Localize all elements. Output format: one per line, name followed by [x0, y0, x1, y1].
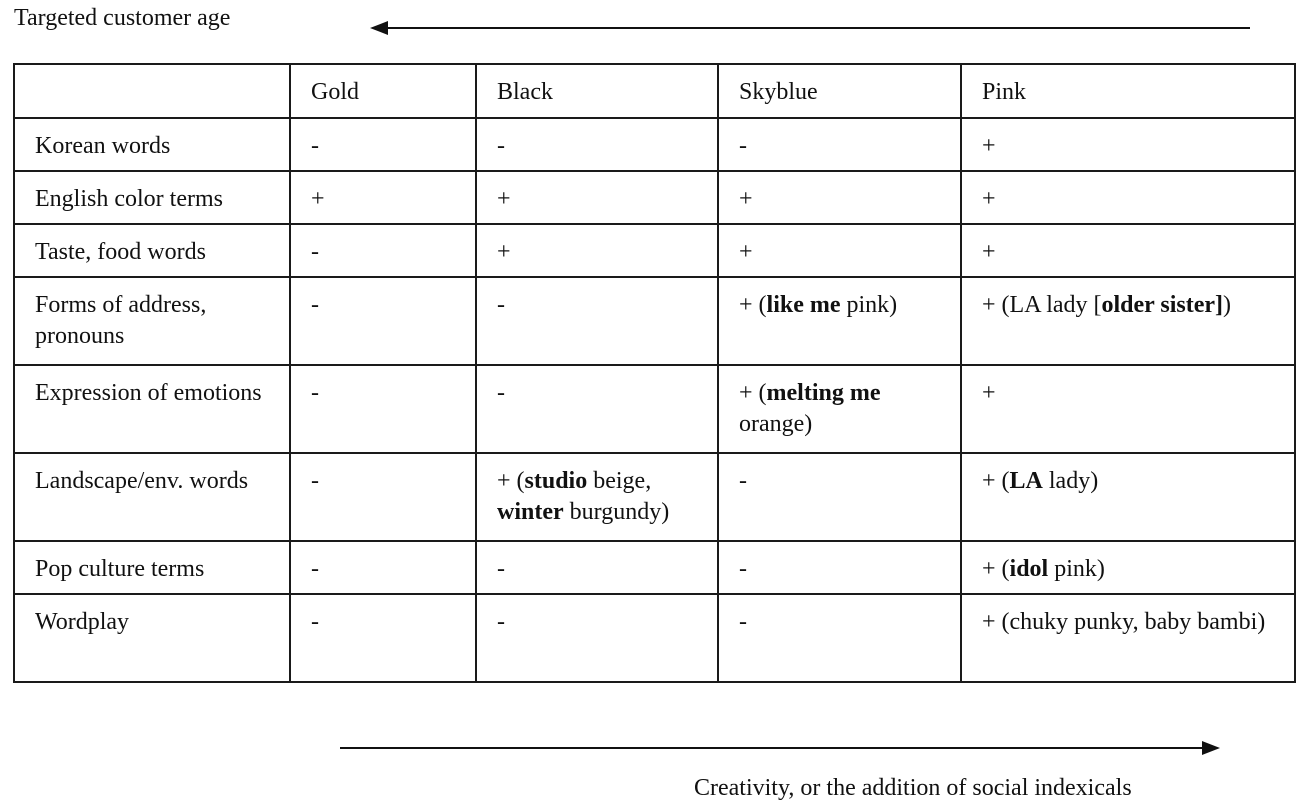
comparison-table — [13, 63, 1296, 683]
cell-text: - — [311, 556, 319, 582]
cell-text: + — [497, 239, 511, 265]
table-cell — [961, 277, 1295, 365]
table-cell — [718, 365, 961, 453]
table-cell — [290, 594, 476, 682]
table-body — [14, 64, 1295, 682]
cell-text: + (chuky punky, baby bambi) — [982, 609, 1266, 635]
table-row — [14, 594, 1295, 682]
cell-text: - — [311, 133, 319, 159]
cell-text: burgundy) — [563, 499, 670, 525]
cell-text: - — [497, 609, 505, 635]
cell-text: - — [739, 133, 747, 159]
header-cell-gold: Gold — [290, 64, 476, 118]
cell-text: + — [982, 186, 996, 212]
bold-term: LA — [1009, 468, 1043, 494]
cell-text: ) — [1223, 292, 1232, 318]
table-row — [14, 171, 1295, 224]
bold-term: studio — [524, 468, 588, 494]
header-row — [14, 64, 1295, 118]
targeted-customer-age-label: Targeted customer age — [14, 5, 231, 31]
left-arrow-icon — [370, 18, 1252, 38]
cell-text: + — [497, 186, 511, 212]
table-cell — [718, 594, 961, 682]
cell-text: - — [311, 380, 319, 406]
bold-term: older sister] — [1101, 292, 1224, 318]
table-row — [14, 365, 1295, 453]
row-label: Korean words — [14, 118, 290, 171]
table-cell — [476, 277, 718, 365]
header-cell-empty — [14, 64, 290, 118]
table-cell — [476, 453, 718, 541]
table-cell — [718, 118, 961, 171]
cell-text: lady) — [1042, 468, 1099, 494]
table-cell — [961, 224, 1295, 277]
header-cell-pink: Pink — [961, 64, 1295, 118]
bold-term: idol — [1009, 556, 1049, 582]
table-cell — [961, 453, 1295, 541]
table-cell — [290, 171, 476, 224]
cell-text: + ( — [982, 468, 1010, 494]
table-cell — [476, 594, 718, 682]
cell-text: - — [311, 609, 319, 635]
table-cell — [476, 365, 718, 453]
table-cell — [718, 224, 961, 277]
row-label: Expression of emotions — [14, 365, 290, 453]
cell-text: - — [739, 609, 747, 635]
bold-term: winter — [497, 499, 564, 525]
cell-text: - — [497, 556, 505, 582]
cell-text: + ( — [497, 468, 525, 494]
cell-text: pink) — [1048, 556, 1105, 582]
cell-text: - — [497, 380, 505, 406]
cell-text: + — [982, 380, 996, 406]
row-label: Wordplay — [14, 594, 290, 682]
table-cell — [476, 541, 718, 594]
cell-text: + — [739, 239, 753, 265]
table-cell — [961, 171, 1295, 224]
table-row — [14, 541, 1295, 594]
table-row — [14, 118, 1295, 171]
table-cell — [961, 365, 1295, 453]
cell-text: + (LA lady [ — [982, 292, 1102, 318]
row-label: English color terms — [14, 171, 290, 224]
table-cell — [290, 453, 476, 541]
header-cell-black: Black — [476, 64, 718, 118]
row-label: Pop culture terms — [14, 541, 290, 594]
cell-text: - — [311, 468, 319, 494]
table-cell — [718, 277, 961, 365]
row-label: Landscape/env. words — [14, 453, 290, 541]
table-cell — [718, 453, 961, 541]
table-cell — [290, 224, 476, 277]
cell-text: + ( — [739, 292, 767, 318]
table-cell — [290, 541, 476, 594]
cell-text: + — [982, 239, 996, 265]
table-cell — [961, 541, 1295, 594]
table-cell — [476, 224, 718, 277]
cell-text: - — [311, 292, 319, 318]
table-cell — [290, 365, 476, 453]
table-cell — [476, 171, 718, 224]
right-arrow-icon — [340, 738, 1220, 758]
table-cell — [476, 118, 718, 171]
cell-text: - — [739, 556, 747, 582]
table-row — [14, 453, 1295, 541]
cell-text: + — [982, 133, 996, 159]
table-cell — [290, 277, 476, 365]
cell-text: - — [497, 292, 505, 318]
cell-text: - — [739, 468, 747, 494]
cell-text: + ( — [739, 380, 767, 406]
cell-text: + — [311, 186, 325, 212]
table-cell — [718, 171, 961, 224]
creativity-label: Creativity, or the addition of social indexicals — [694, 775, 1132, 801]
table-cell — [961, 118, 1295, 171]
table-cell — [290, 118, 476, 171]
cell-text: + — [739, 186, 753, 212]
cell-text: pink) — [840, 292, 898, 318]
bold-term: like me — [766, 292, 841, 318]
table-cell — [961, 594, 1295, 682]
table-row — [14, 277, 1295, 365]
cell-text: - — [311, 239, 319, 265]
cell-text: + ( — [982, 556, 1010, 582]
cell-text: orange) — [739, 411, 813, 437]
cell-text: - — [497, 133, 505, 159]
table-cell — [718, 541, 961, 594]
row-label: Taste, food words — [14, 224, 290, 277]
row-label: Forms of address, pronouns — [14, 277, 290, 365]
cell-text: beige, — [587, 468, 652, 494]
header-cell-skyblue: Skyblue — [718, 64, 961, 118]
table-row — [14, 224, 1295, 277]
bold-term: melting me — [766, 380, 881, 406]
